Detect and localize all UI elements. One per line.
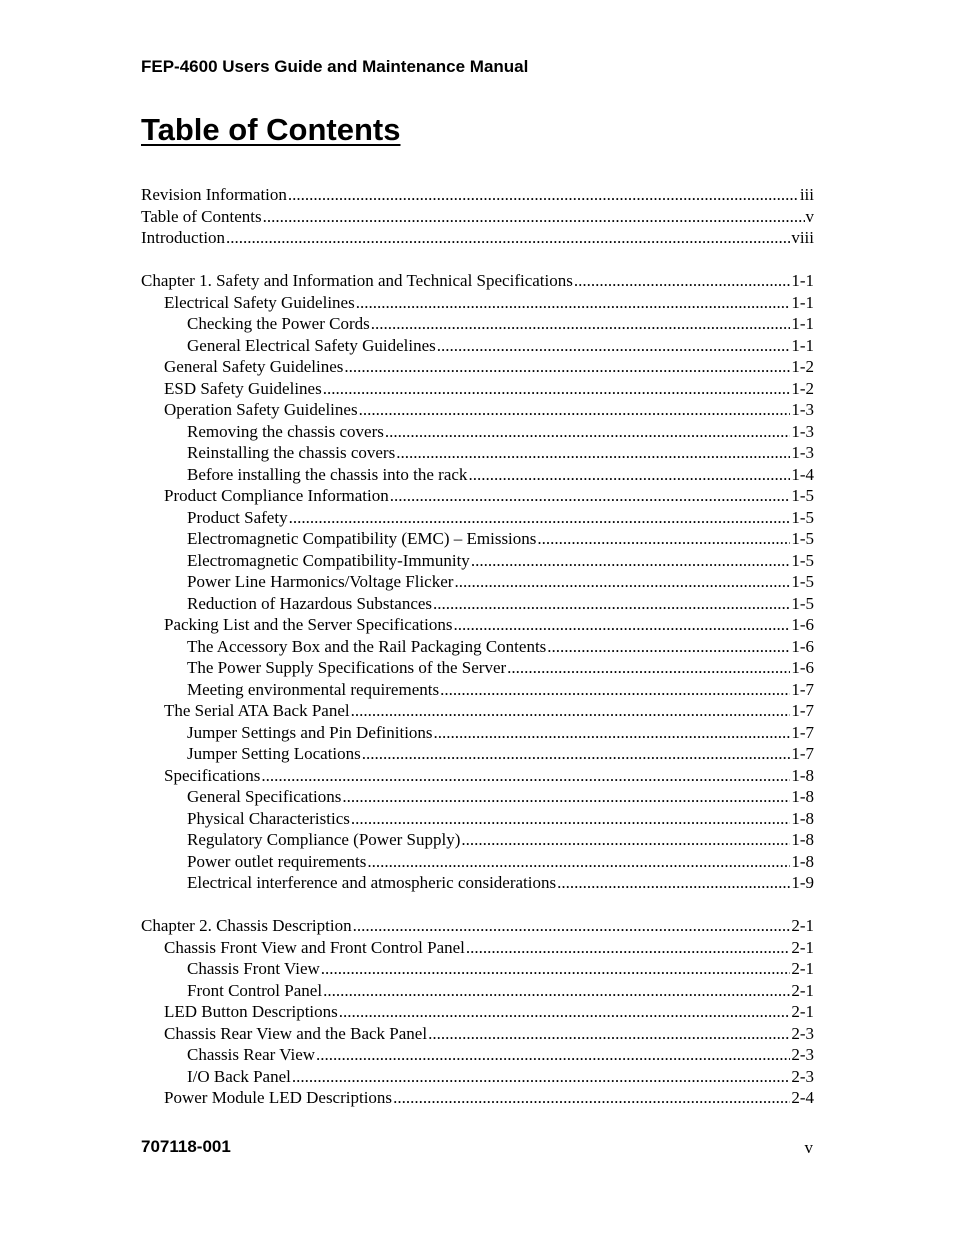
toc-entry-page: 1-5 xyxy=(791,550,814,570)
toc-entry[interactable] xyxy=(141,851,814,873)
toc-entry-page: 1-9 xyxy=(791,873,814,892)
toc-entry[interactable] xyxy=(141,679,814,701)
toc-entry-label: The Serial ATA Back Panel xyxy=(164,701,350,720)
toc-entry[interactable] xyxy=(141,1044,814,1066)
toc-entry-label: Power Module LED Descriptions xyxy=(164,1088,393,1107)
toc-entry[interactable] xyxy=(141,829,814,851)
toc-entry[interactable] xyxy=(141,507,814,529)
toc-entry-page: 1-5 xyxy=(791,507,814,527)
toc-dot-leader xyxy=(226,227,790,249)
toc-entry-label: The Power Supply Specifications of the Server xyxy=(187,658,507,677)
toc-entry-label: I/O Back Panel xyxy=(187,1066,291,1086)
toc-dot-leader xyxy=(466,937,790,959)
toc-entry-page: 2-1 xyxy=(791,937,814,957)
toc-entry-label: Chassis Front View and Front Control Panel xyxy=(164,937,465,957)
toc-dot-leader xyxy=(323,980,790,1002)
toc-entry-label: Electromagnetic Compatibility-Immunity xyxy=(187,550,470,570)
toc-entry-label: Electrical interference and atmospheric considerations xyxy=(187,873,557,892)
toc-entry-page: 1-3 xyxy=(791,443,814,462)
toc-entry-page: 1-1 xyxy=(791,314,814,333)
toc-entry[interactable] xyxy=(141,227,814,249)
footer-document-number: 707118-001 xyxy=(141,1137,231,1156)
toc-entry-label: Checking the Power Cords xyxy=(187,314,370,333)
toc-dot-leader xyxy=(289,507,791,529)
toc-dot-leader xyxy=(390,485,791,507)
toc-entry-label: Chassis Rear View xyxy=(187,1045,316,1064)
toc-entry-label: Chassis Front View xyxy=(187,959,320,978)
toc-entry-page: 2-3 xyxy=(791,1045,814,1064)
toc-entry-label: Front Control Panel xyxy=(187,980,323,1000)
toc-dot-leader xyxy=(453,614,790,636)
toc-entry[interactable] xyxy=(141,421,814,443)
toc-entry-page: 1-8 xyxy=(791,851,814,871)
toc-entry[interactable] xyxy=(141,1001,814,1023)
toc-entry-label: Operation Safety Guidelines xyxy=(164,400,358,419)
toc-entry[interactable] xyxy=(141,593,814,615)
toc-entry[interactable] xyxy=(141,313,814,335)
toc-dot-leader xyxy=(342,786,790,808)
toc-entry-label: Power outlet requirements xyxy=(187,851,367,871)
toc-entry[interactable] xyxy=(141,528,814,550)
toc-entry[interactable] xyxy=(141,700,814,722)
toc-entry[interactable] xyxy=(141,485,814,507)
toc-entry[interactable] xyxy=(141,980,814,1002)
toc-dot-leader xyxy=(437,335,791,357)
toc-entry-page: 1-6 xyxy=(791,658,814,677)
toc-entry[interactable] xyxy=(141,292,814,314)
toc-entry[interactable] xyxy=(141,270,814,292)
toc-dot-leader xyxy=(359,399,791,421)
toc-dot-leader xyxy=(468,464,790,486)
toc-entry-page: 1-4 xyxy=(791,464,814,484)
toc-entry[interactable] xyxy=(141,399,814,421)
toc-dot-leader xyxy=(321,958,791,980)
toc-entry-page: 1-7 xyxy=(791,679,814,699)
toc-entry-page: 2-1 xyxy=(791,959,814,978)
toc-entry-label: Revision Information xyxy=(141,185,287,204)
toc-dot-leader xyxy=(507,657,790,679)
toc-entry[interactable] xyxy=(141,872,814,894)
toc-entry-label: Chassis Rear View and the Back Panel xyxy=(164,1023,428,1043)
toc-entry-page: 2-1 xyxy=(791,980,814,1000)
toc-entry[interactable] xyxy=(141,1023,814,1045)
toc-entry-page: 1-6 xyxy=(791,636,814,656)
toc-entry[interactable] xyxy=(141,937,814,959)
toc-entry-page: 1-1 xyxy=(791,271,814,290)
toc-entry-page: 1-8 xyxy=(791,765,814,785)
toc-dot-leader xyxy=(351,808,790,830)
toc-entry-label: Introduction xyxy=(141,228,226,247)
toc-dot-leader xyxy=(353,915,791,937)
toc-group xyxy=(141,915,814,1109)
toc-entry-page: 1-7 xyxy=(791,744,814,763)
toc-dot-leader xyxy=(261,765,790,787)
toc-entry[interactable] xyxy=(141,1087,814,1109)
toc-dot-leader xyxy=(316,1044,790,1066)
toc-entry-page: 1-8 xyxy=(791,830,814,849)
toc-dot-leader xyxy=(263,206,805,228)
toc-entry[interactable] xyxy=(141,614,814,636)
toc-group xyxy=(141,270,814,894)
toc-entry-page: 1-5 xyxy=(791,593,814,613)
footer-page-number: v xyxy=(804,1138,813,1157)
toc-dot-leader xyxy=(367,851,790,873)
toc-entry[interactable] xyxy=(141,786,814,808)
toc-entry[interactable] xyxy=(141,206,814,228)
toc-dot-leader xyxy=(461,829,790,851)
toc-dot-leader xyxy=(433,593,790,615)
toc-dot-leader xyxy=(428,1023,790,1045)
toc-dot-leader xyxy=(574,270,790,292)
toc-entry-label: Reduction of Hazardous Substances xyxy=(187,593,433,613)
toc-entry-label: General Safety Guidelines xyxy=(164,357,344,376)
toc-entry-label: Regulatory Compliance (Power Supply) xyxy=(187,830,461,849)
toc-entry-page: 2-3 xyxy=(791,1066,814,1086)
toc-entry-page: 2-1 xyxy=(791,1002,814,1021)
toc-dot-leader xyxy=(454,571,790,593)
toc-entry-page: 1-5 xyxy=(791,486,814,505)
toc-entry-label: Chapter 1. Safety and Information and Technical Specifications xyxy=(141,271,573,290)
toc-entry-page: 1-5 xyxy=(791,529,814,548)
toc-entry[interactable] xyxy=(141,915,814,937)
toc-entry-page: 1-3 xyxy=(791,400,814,419)
toc-dot-leader xyxy=(339,1001,791,1023)
page-header-title: FEP-4600 Users Guide and Maintenance Manual xyxy=(141,57,529,76)
toc-entry-label: Product Compliance Information xyxy=(164,486,389,505)
toc-entry-label: Packing List and the Server Specifications xyxy=(164,615,453,634)
toc-entry-label: The Accessory Box and the Rail Packaging Contents xyxy=(187,636,547,656)
toc-entry[interactable] xyxy=(141,743,814,765)
toc-entry-label: Electrical Safety Guidelines xyxy=(164,292,355,312)
toc-entry-label: Power Line Harmonics/Voltage Flicker xyxy=(187,572,454,591)
toc-entry[interactable] xyxy=(141,636,814,658)
toc-entry[interactable] xyxy=(141,571,814,593)
toc-entry-page: 2-4 xyxy=(791,1088,814,1107)
toc-entry-label: Specifications xyxy=(164,765,261,785)
toc-dot-leader xyxy=(385,421,790,443)
toc-entry[interactable] xyxy=(141,335,814,357)
toc-entry-page: iii xyxy=(799,185,814,204)
toc-entry-page: 1-7 xyxy=(791,722,814,742)
toc-dot-leader xyxy=(396,442,790,464)
toc-entry-page: 1-8 xyxy=(791,808,814,828)
toc-dot-leader xyxy=(434,722,791,744)
toc-entry-page: 1-2 xyxy=(791,357,814,376)
toc-entry-page: 1-8 xyxy=(791,787,814,806)
table-of-contents xyxy=(141,184,814,1109)
toc-entry-page: 2-3 xyxy=(791,1023,814,1043)
toc-dot-leader xyxy=(440,679,790,701)
toc-entry[interactable] xyxy=(141,356,814,378)
toc-dot-leader xyxy=(344,356,790,378)
toc-entry-page: 1-3 xyxy=(791,421,814,441)
toc-entry-page: 1-2 xyxy=(791,378,814,398)
toc-dot-leader xyxy=(351,700,791,722)
toc-dot-leader xyxy=(557,872,790,894)
toc-entry-label: Reinstalling the chassis covers xyxy=(187,443,396,462)
toc-entry-label: Physical Characteristics xyxy=(187,808,350,828)
toc-entry[interactable] xyxy=(141,808,814,830)
toc-entry-label: Electromagnetic Compatibility (EMC) – Emissions xyxy=(187,529,537,548)
toc-entry-page: 1-5 xyxy=(791,572,814,591)
toc-entry-label: General Specifications xyxy=(187,787,342,806)
toc-entry[interactable] xyxy=(141,464,814,486)
toc-entry[interactable] xyxy=(141,722,814,744)
toc-entry[interactable] xyxy=(141,958,814,980)
toc-entry[interactable] xyxy=(141,442,814,464)
toc-group xyxy=(141,184,814,249)
toc-dot-leader xyxy=(393,1087,790,1109)
toc-entry-label: ESD Safety Guidelines xyxy=(164,378,322,398)
toc-entry-label: Jumper Setting Locations xyxy=(187,744,361,763)
toc-entry-page: 1-7 xyxy=(791,701,814,720)
toc-entry[interactable] xyxy=(141,1066,814,1088)
toc-entry-label: Table of Contents xyxy=(141,206,262,226)
toc-dot-leader xyxy=(323,378,791,400)
toc-entry[interactable] xyxy=(141,550,814,572)
toc-dot-leader xyxy=(362,743,791,765)
toc-entry-label: Product Safety xyxy=(187,507,288,527)
toc-entry-page: 1-1 xyxy=(791,335,814,355)
toc-entry-label: Meeting environmental requirements xyxy=(187,679,440,699)
toc-entry-label: LED Button Descriptions xyxy=(164,1002,338,1021)
toc-entry-label: Before installing the chassis into the rack xyxy=(187,464,468,484)
toc-dot-leader xyxy=(356,292,791,314)
toc-entry-page: viii xyxy=(791,228,814,247)
toc-entry-label: Chapter 2. Chassis Description xyxy=(141,916,352,935)
toc-entry-page: 1-6 xyxy=(791,615,814,634)
toc-dot-leader xyxy=(537,528,790,550)
toc-entry-page: v xyxy=(805,206,814,226)
toc-dot-leader xyxy=(471,550,791,572)
toc-entry-label: Removing the chassis covers xyxy=(187,421,384,441)
toc-entry-label: General Electrical Safety Guidelines xyxy=(187,335,436,355)
toc-dot-leader xyxy=(371,313,791,335)
toc-entry[interactable] xyxy=(141,657,814,679)
toc-dot-leader xyxy=(547,636,790,658)
toc-heading: Table of Contents xyxy=(141,112,401,147)
toc-entry[interactable] xyxy=(141,765,814,787)
toc-dot-leader xyxy=(288,184,799,206)
toc-entry-page: 1-1 xyxy=(791,292,814,312)
toc-dot-leader xyxy=(292,1066,790,1088)
toc-entry[interactable] xyxy=(141,184,814,206)
toc-entry-page: 2-1 xyxy=(791,916,814,935)
toc-entry-label: Jumper Settings and Pin Definitions xyxy=(187,722,433,742)
toc-entry[interactable] xyxy=(141,378,814,400)
